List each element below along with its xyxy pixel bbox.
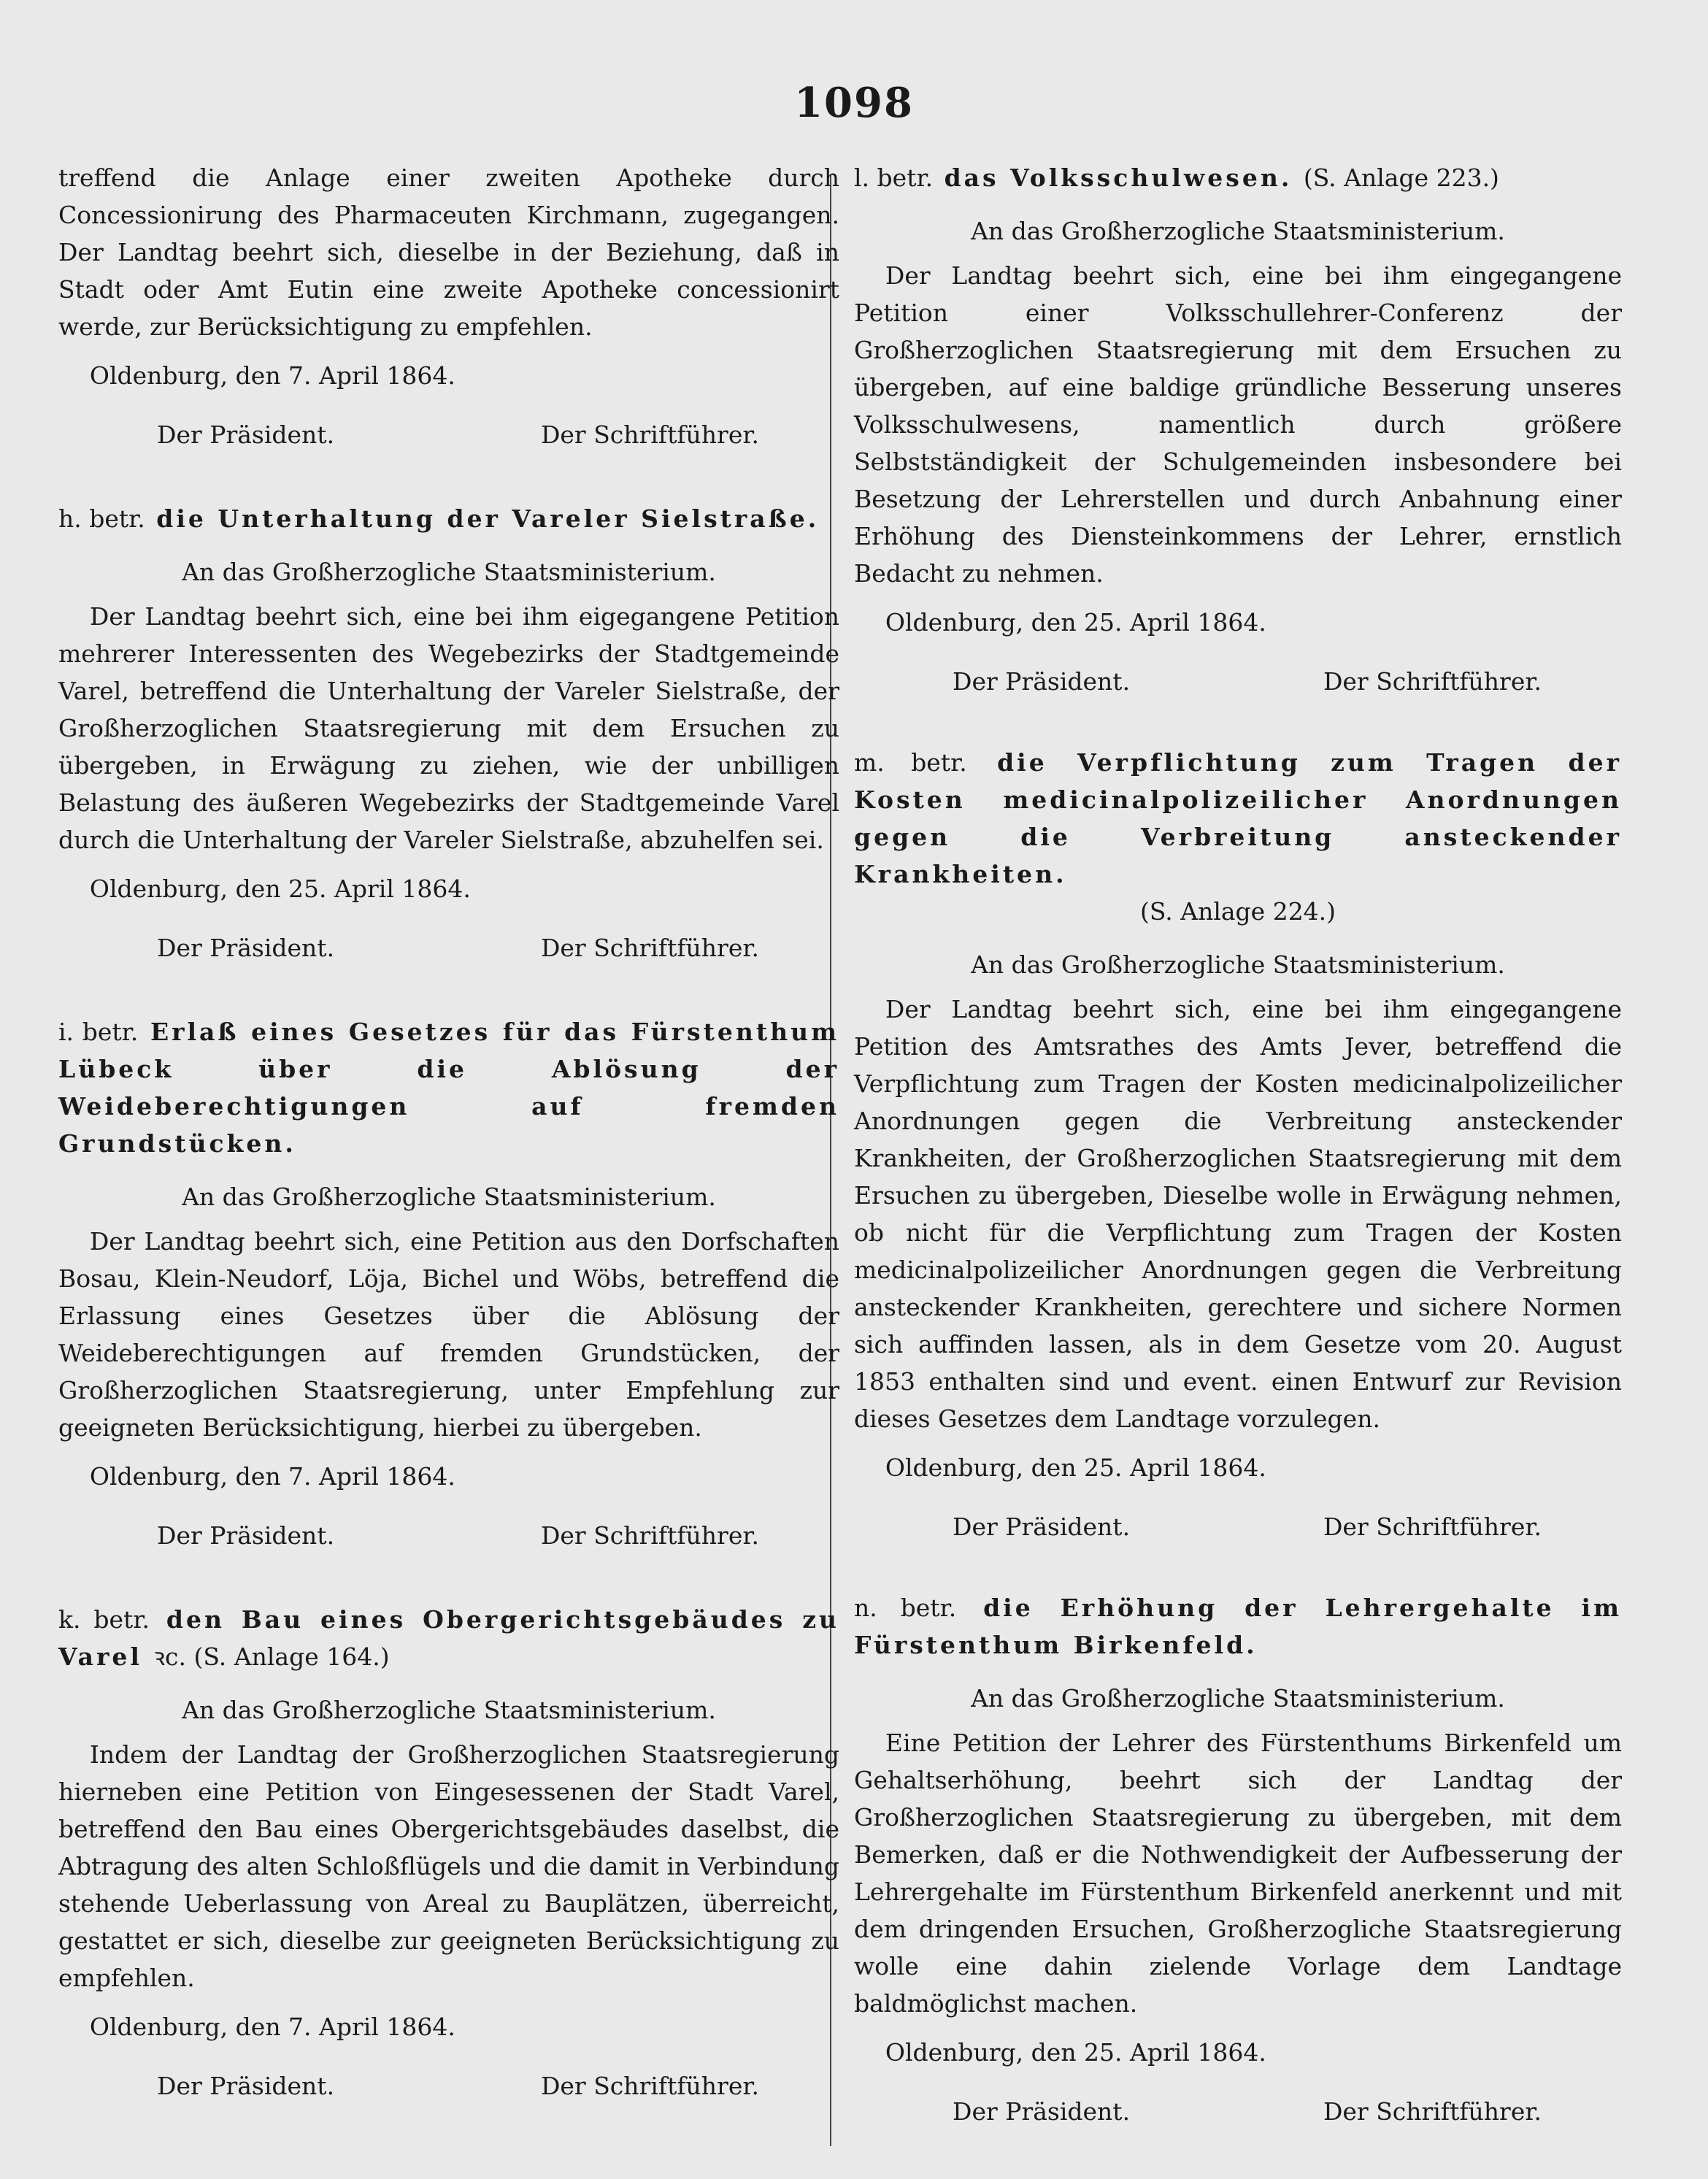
section-i-title: Erlaß eines Gesetzes für das Fürstenthum Lübeck über die Ablösung der Weideberechtigungen auf fremden Grundstücken. <box>58 1018 839 1158</box>
section-h-address: An das Großherzogliche Staatsministerium. <box>182 558 716 586</box>
secretary-signature: Der Schriftführer. <box>540 1521 759 1550</box>
section-n-body: Eine Petition der Lehrer des Fürstenthums Birkenfeld um Gehaltserhöhung, beehrt sich der Landtag der Großherzoglichen Staatsregierung zu übergeben, mit dem Bemerken, daß er die Nothwendigkeit der Aufbesserung der Lehrergehalte im Fürstenthum Birkenfeld anerkennt und mit dem dringenden Ersuchen, Großherzogliche Staatsregierung wolle eine dahin zielende Vorlage dem Landtage baldmöglichst machen. <box>854 1729 1622 2018</box>
section-m-signatures <box>854 1508 1622 1545</box>
intro-date: Oldenburg, den 7. April 1864. <box>89 361 455 390</box>
president-signature: Der Präsident. <box>953 667 1131 696</box>
president-signature: Der Präsident. <box>953 2097 1131 2126</box>
section-m-body: Der Landtag beehrt sich, eine bei ihm eingegangene Petition des Amtsrathes des Amts Jever, betreffend die Verpflichtung zum Tragen der Kosten medicinalpolizeilicher Anordnungen gegen die Verbreitung ansteckender Krankheiten, der Großherzoglichen Staatsregierung mit dem Ersuchen zu übergeben, Dieselbe wolle in Erwägung nehmen, ob nicht für die Verpflichtung zum Tragen der Kosten medicinalpolizeilicher Anordnungen gegen die Verbreitung ansteckender Krankheiten, gerechtere und sichere Normen sich auffinden lassen, als in dem Gesetze vom 20. August 1853 enthalten sind und event. einen Entwurf zur Revision dieses Gesetzes dem Landtage vorzulegen. <box>854 995 1622 1433</box>
section-m-ref: (S. Anlage 224.) <box>1139 897 1336 926</box>
section-l-date: Oldenburg, den 25. April 1864. <box>885 608 1266 637</box>
secretary-signature: Der Schriftführer. <box>1323 667 1542 696</box>
section-l-title: das Volksschulwesen. <box>944 164 1293 192</box>
section-h-date: Oldenburg, den 25. April 1864. <box>89 875 471 903</box>
left-column <box>58 159 839 2105</box>
secretary-signature: Der Schriftführer. <box>1323 2097 1542 2126</box>
section-l-lead: l. betr. <box>854 164 934 192</box>
section-l-ref: (S. Anlage 223.) <box>1303 164 1499 192</box>
section-k-heading <box>58 1601 839 1675</box>
president-signature: Der Präsident. <box>157 2072 335 2100</box>
section-i-body: Der Landtag beehrt sich, eine Petition aus den Dorfschaften Bosau, Klein-Neudorf, Löja, Bichel und Wöbs, betreffend die Erlassung eines Gesetzes über die Ablösung der Weideberechtigungen auf fremden Grundstücken, der Großherzoglichen Staatsregierung, unter Empfehlung zur geeigneten Berücksichtigung, hierbei zu übergeben. <box>58 1227 839 1442</box>
section-h-lead: h. betr. <box>58 504 145 533</box>
section-i-address: An das Großherzogliche Staatsministerium. <box>182 1183 716 1211</box>
section-k-ref: ꝛc. (S. Anlage 164.) <box>153 1642 390 1671</box>
section-n-signatures <box>854 2093 1622 2130</box>
president-signature: Der Präsident. <box>953 1513 1131 1541</box>
section-m-heading <box>854 744 1622 893</box>
section-n-title: die Erhöhung der Lehrergehalte im Fürstenthum Birkenfeld. <box>854 1594 1622 1659</box>
president-signature: Der Präsident. <box>157 420 335 449</box>
secretary-signature: Der Schriftführer. <box>540 934 759 962</box>
section-i-date: Oldenburg, den 7. April 1864. <box>89 1462 455 1491</box>
section-m-lead: m. betr. <box>854 748 967 777</box>
president-signature: Der Präsident. <box>157 934 335 962</box>
section-k-lead: k. betr. <box>58 1605 150 1634</box>
intro-text: treffend die Anlage einer zweiten Apotheke durch Concessionirung des Pharmaceuten Kirchmann, zugegangen. Der Landtag beehrt sich, dieselbe in der Beziehung, daß in Stadt oder Amt Eutin eine zweite Apotheke concessionirt werde, zur Berücksichtigung zu empfehlen. <box>58 164 839 341</box>
section-i-heading <box>58 1013 839 1162</box>
section-h-body: Der Landtag beehrt sich, eine bei ihm eigegangene Petition mehrerer Interessenten des Wegebezirks der Stadtgemeinde Varel, betreffend die Unterhaltung der Vareler Sielstraße, der Großherzoglichen Staatsregierung mit dem Ersuchen zu übergeben, in Erwägung zu ziehen, wie der unbilligen Belastung des äußeren Wegebezirks der Stadtgemeinde Varel durch die Unterhaltung der Vareler Sielstraße, abzuhelfen sei. <box>58 602 839 854</box>
section-n-lead: n. betr. <box>854 1594 957 1622</box>
section-l-address: An das Großherzogliche Staatsministerium. <box>971 217 1505 245</box>
secretary-signature: Der Schriftführer. <box>540 2072 759 2100</box>
section-k-signatures <box>58 2067 839 2105</box>
section-l-signatures <box>854 663 1622 700</box>
intro-signatures <box>58 416 839 453</box>
section-h-signatures <box>58 929 839 966</box>
section-k-date: Oldenburg, den 7. April 1864. <box>89 2013 455 2041</box>
section-m-title: die Verpflichtung zum Tragen der Kosten medicinalpolizeilicher Anordnungen gegen die Verbreitung ansteckender Krankheiten. <box>854 748 1623 888</box>
section-h-title: die Unterhaltung der Vareler Sielstraße. <box>156 504 820 533</box>
section-m-address: An das Großherzogliche Staatsministerium. <box>971 950 1505 979</box>
president-signature: Der Präsident. <box>157 1521 335 1550</box>
section-l-body: Der Landtag beehrt sich, eine bei ihm eingegangene Petition einer Volksschullehrer-Conferenz der Großherzoglichen Staatsregierung mit dem Ersuchen zu übergeben, auf eine baldige gründliche Besserung unseres Volksschulwesens, namentlich durch größere Selbstständigkeit der Schulgemeinden insbesondere bei Besetzung der Lehrerstellen und durch Anbahnung einer Erhöhung des Diensteinkommens der Lehrer, ernstlich Bedacht zu nehmen. <box>854 261 1622 588</box>
right-column <box>854 159 1622 2130</box>
section-m-date: Oldenburg, den 25. April 1864. <box>885 1453 1266 1482</box>
section-k-address: An das Großherzogliche Staatsministerium. <box>182 1696 716 1724</box>
section-n-heading <box>854 1589 1622 1664</box>
page-number: 1098 <box>794 79 914 127</box>
section-i-lead: i. betr. <box>58 1018 139 1046</box>
section-k-title: den Bau eines Obergerichtsgebäudes zu Varel <box>58 1605 839 1671</box>
section-n-address: An das Großherzogliche Staatsministerium. <box>971 1684 1505 1713</box>
section-i-signatures <box>58 1517 839 1554</box>
section-l-heading <box>854 159 1622 196</box>
section-h-heading <box>58 500 839 537</box>
section-n-date: Oldenburg, den 25. April 1864. <box>885 2038 1266 2067</box>
secretary-signature: Der Schriftführer. <box>540 420 759 449</box>
section-k-body: Indem der Landtag der Großherzoglichen Staatsregierung hierneben eine Petition von Eingesessenen der Stadt Varel, betreffend den Bau eines Obergerichtsgebäudes daselbst, die Abtragung des alten Schloßflügels und die damit in Verbindung stehende Ueberlassung von Areal zu Bauplätzen, überreicht, gestattet er sich, dieselbe zur geeigneten Berücksichtigung zu empfehlen. <box>58 1740 839 1992</box>
secretary-signature: Der Schriftführer. <box>1323 1513 1542 1541</box>
